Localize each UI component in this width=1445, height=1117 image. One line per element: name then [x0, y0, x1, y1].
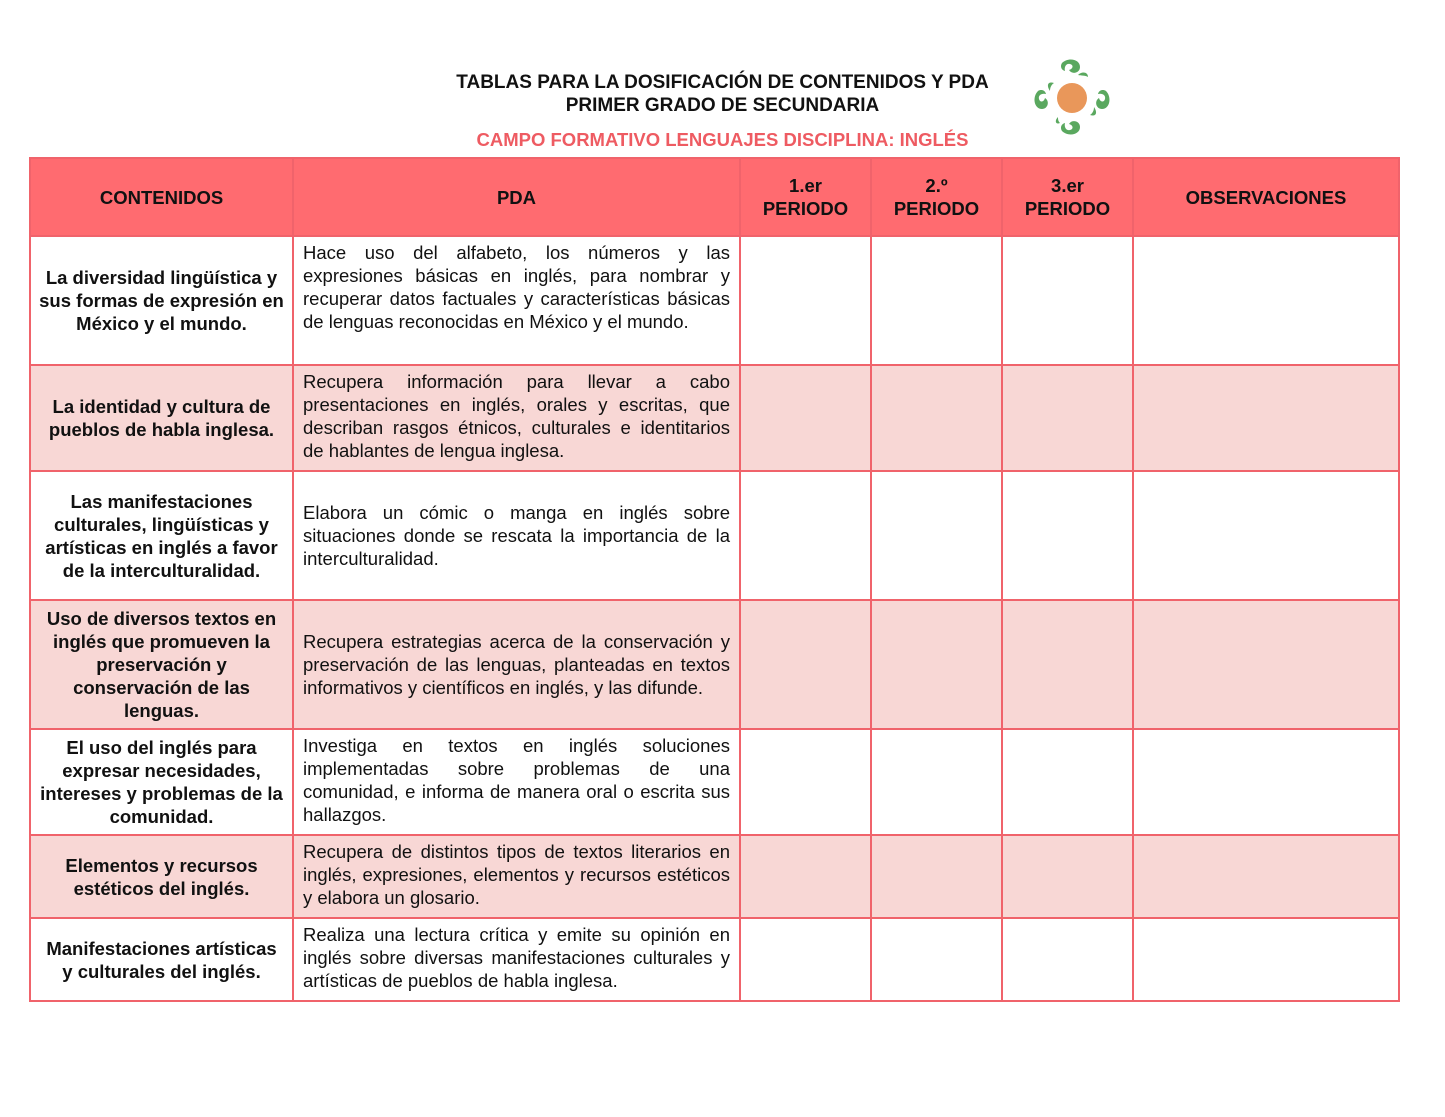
periodo-2-cell[interactable]	[871, 918, 1002, 1001]
periodo-1-cell[interactable]	[740, 365, 871, 471]
header-periodo-2-label: PERIODO	[893, 198, 980, 219]
periodo-3-cell[interactable]	[1002, 236, 1133, 365]
observaciones-cell[interactable]	[1133, 918, 1399, 1001]
table-header-row	[30, 158, 1399, 236]
periodo-2-cell[interactable]	[871, 600, 1002, 729]
document-subtitle: CAMPO FORMATIVO LENGUAJES DISCIPLINA: INGLÉS	[476, 129, 969, 150]
contenido-cell: Manifestaciones artísticas y culturales del inglés.	[30, 918, 293, 1001]
nem-logo-icon	[1028, 55, 1118, 139]
header-periodo-2-num: 2.º	[925, 175, 948, 196]
observaciones-cell[interactable]	[1133, 835, 1399, 918]
observaciones-cell[interactable]	[1133, 729, 1399, 835]
pda-cell: Elabora un cómic o manga en inglés sobre situaciones donde se rescata la importancia de la interculturalidad.	[293, 471, 740, 600]
pda-cell: Realiza una lectura crítica y emite su opinión en inglés sobre diversas manifestaciones culturales y artísticas de pueblos de habla inglesa.	[293, 918, 740, 1001]
contenido-cell: Las manifestaciones culturales, lingüísticas y artísticas en inglés a favor de la interculturalidad.	[30, 471, 293, 600]
pda-cell: Recupera estrategias acerca de la conservación y preservación de las lenguas, planteadas en textos informativos y científicos en inglés, y las difunde.	[293, 600, 740, 729]
observaciones-cell[interactable]	[1133, 471, 1399, 600]
table-row	[30, 729, 1399, 835]
periodo-2-cell[interactable]	[871, 236, 1002, 365]
periodo-3-cell[interactable]	[1002, 835, 1133, 918]
periodo-3-cell[interactable]	[1002, 600, 1133, 729]
header-periodo-3-num: 3.er	[1051, 175, 1084, 196]
dosificacion-table	[29, 157, 1398, 1002]
periodo-2-cell[interactable]	[871, 729, 1002, 835]
header-pda: PDA	[293, 158, 740, 236]
periodo-3-cell[interactable]	[1002, 365, 1133, 471]
table-row	[30, 471, 1399, 600]
periodo-2-cell[interactable]	[871, 365, 1002, 471]
periodo-1-cell[interactable]	[740, 729, 871, 835]
table-row	[30, 236, 1399, 365]
periodo-1-cell[interactable]	[740, 236, 871, 365]
periodo-1-cell[interactable]	[740, 471, 871, 600]
periodo-1-cell[interactable]	[740, 835, 871, 918]
periodo-1-cell[interactable]	[740, 600, 871, 729]
pda-cell: Recupera de distintos tipos de textos literarios en inglés, expresiones, elementos y recursos estéticos y elabora un glosario.	[293, 835, 740, 918]
contenido-cell: El uso del inglés para expresar necesidades, intereses y problemas de la comunidad.	[30, 729, 293, 835]
header-observaciones: OBSERVACIONES	[1133, 158, 1399, 236]
table-row	[30, 835, 1399, 918]
observaciones-cell[interactable]	[1133, 600, 1399, 729]
contenido-cell: Uso de diversos textos en inglés que promueven la preservación y conservación de las lenguas.	[30, 600, 293, 729]
pda-cell: Hace uso del alfabeto, los números y las expresiones básicas en inglés, para nombrar y recuperar datos factuales y características básicas de lenguas reconocidas en México y el mundo.	[293, 236, 740, 365]
observaciones-cell[interactable]	[1133, 236, 1399, 365]
table-row	[30, 365, 1399, 471]
table-row	[30, 918, 1399, 1001]
document-title: TABLAS PARA LA DOSIFICACIÓN DE CONTENIDOS Y PDA	[456, 72, 989, 93]
contenido-cell: Elementos y recursos estéticos del inglés.	[30, 835, 293, 918]
document-grade: PRIMER GRADO DE SECUNDARIA	[565, 95, 880, 116]
header-periodo-1-num: 1.er	[789, 175, 822, 196]
header-periodo-1-label: PERIODO	[762, 198, 849, 219]
periodo-1-cell[interactable]	[740, 918, 871, 1001]
contenido-cell: La diversidad lingüística y sus formas de expresión en México y el mundo.	[30, 236, 293, 365]
periodo-3-cell[interactable]	[1002, 918, 1133, 1001]
periodo-2-cell[interactable]	[871, 471, 1002, 600]
header-contenidos: CONTENIDOS	[30, 158, 293, 236]
header-periodo-1	[740, 158, 871, 236]
header-periodo-2	[871, 158, 1002, 236]
table-row	[30, 600, 1399, 729]
header-periodo-3-label: PERIODO	[1024, 198, 1111, 219]
contenido-cell: La identidad y cultura de pueblos de habla inglesa.	[30, 365, 293, 471]
periodo-3-cell[interactable]	[1002, 729, 1133, 835]
pda-cell: Recupera información para llevar a cabo presentaciones en inglés, orales y escritas, que describan rasgos étnicos, culturales e identitarios de hablantes de lengua inglesa.	[293, 365, 740, 471]
pda-cell: Investiga en textos en inglés soluciones implementadas sobre problemas de una comunidad, e informa de manera oral o escrita sus hallazgos.	[293, 729, 740, 835]
periodo-3-cell[interactable]	[1002, 471, 1133, 600]
periodo-2-cell[interactable]	[871, 835, 1002, 918]
header-periodo-3	[1002, 158, 1133, 236]
observaciones-cell[interactable]	[1133, 365, 1399, 471]
